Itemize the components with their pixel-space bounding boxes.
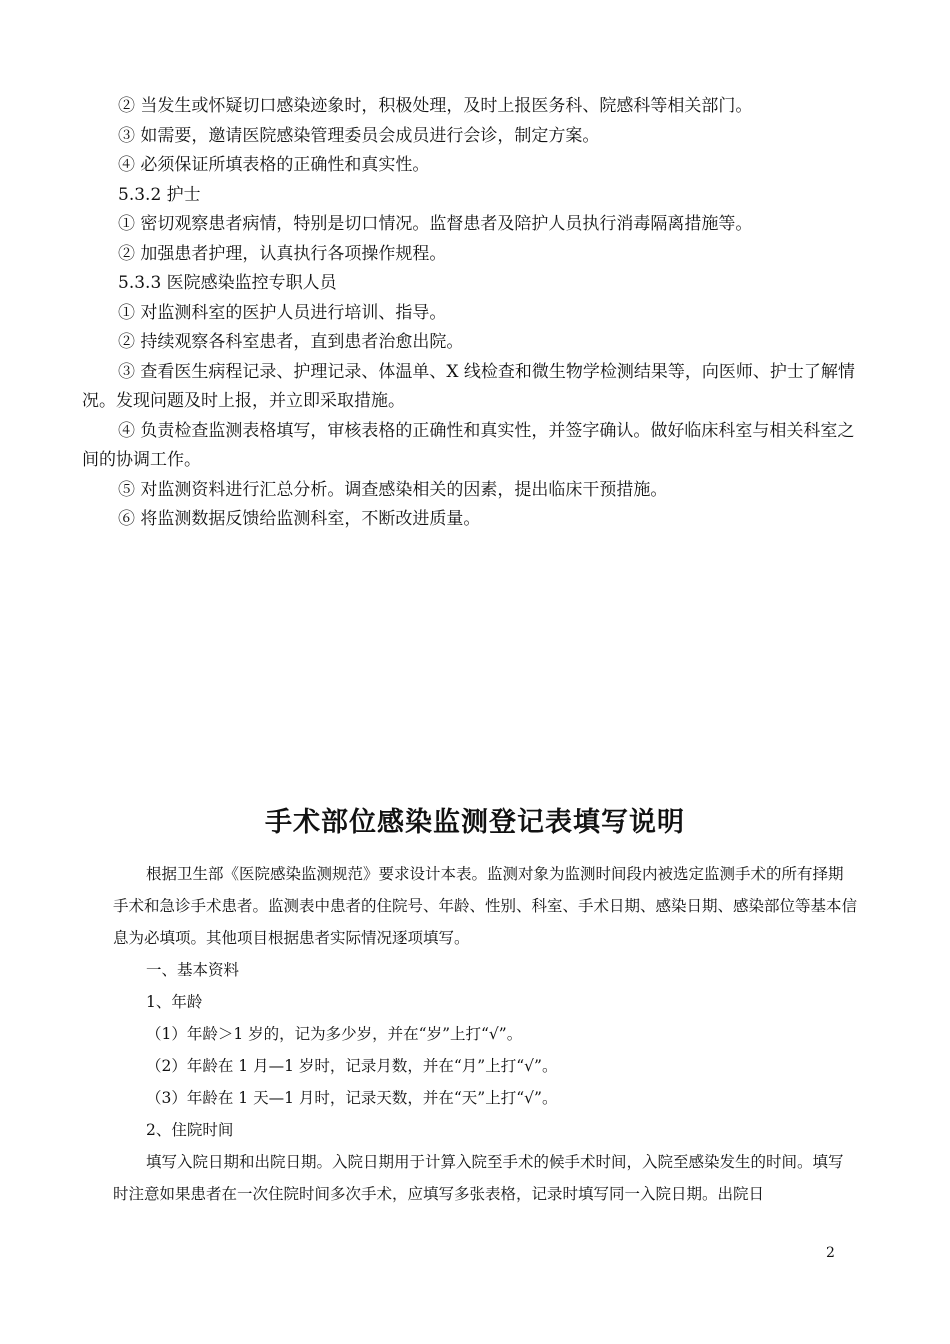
paragraph: （3）年龄在 1 天—1 月时，记录天数，并在“天”上打“√”。 <box>146 1089 558 1107</box>
subheading-nurse: 5.3.2 护士 <box>118 184 201 205</box>
paragraph: ① 密切观察患者病情，特别是切口情况。监督患者及陪护人员执行消毒隔离措施等。 <box>118 214 753 234</box>
section-heading: 一、基本资料 <box>146 961 240 979</box>
paragraph: ③ 如需要，邀请医院感染管理委员会成员进行会诊，制定方案。 <box>118 125 600 146</box>
paragraph: 根据卫生部《医院感染监测规范》要求设计本表。监测对象为监测时间段内被选定监测手术的所有择期手术和急诊手术患者。监测表中患者的住院号、年龄、性别、科室、手术日期、感染日期、感染部位等基本信息为必填项。其他项目根据患者实际情况逐项填写。 <box>113 865 858 947</box>
page-number: 2 <box>826 1245 835 1261</box>
item-heading-stay: 2、住院时间 <box>146 1121 234 1139</box>
instructions-section <box>113 858 858 1210</box>
page-title: 手术部位感染监测登记表填写说明 <box>265 807 685 838</box>
paragraph: ② 持续观察各科室患者，直到患者治愈出院。 <box>118 332 464 352</box>
responsibilities-section <box>82 92 860 535</box>
paragraph: ③ 查看医生病程记录、护理记录、体温单、X 线检查和微生物学检测结果等，向医师、护士了解情况。发现问题及时上报，并立即采取措施。 <box>82 361 855 411</box>
paragraph: （1）年龄＞1 岁的，记为多少岁，并在“岁”上打“√”。 <box>146 1025 523 1043</box>
paragraph: ① 对监测科室的医护人员进行培训、指导。 <box>118 302 447 323</box>
paragraph: ⑤ 对监测资料进行汇总分析。调查感染相关的因素，提出临床干预措施。 <box>118 479 668 500</box>
paragraph: ② 当发生或怀疑切口感染迹象时，积极处理，及时上报医务科、院感科等相关部门。 <box>118 96 753 116</box>
paragraph: （2）年龄在 1 月—1 岁时，记录月数，并在“月”上打“√”。 <box>146 1057 558 1075</box>
paragraph: 填写入院日期和出院日期。入院日期用于计算入院至手术的候手术时间，入院至感染发生的时间。填写时注意如果患者在一次住院时间多次手术，应填写多张表格，记录时填写同一入院日期。出院日 <box>113 1153 844 1203</box>
item-heading-age: 1、年龄 <box>146 993 203 1011</box>
paragraph: ⑥ 将监测数据反馈给监测科室，不断改进质量。 <box>118 509 481 529</box>
paragraph: ② 加强患者护理，认真执行各项操作规程。 <box>118 243 447 264</box>
paragraph: ④ 负责检查监测表格填写，审核表格的正确性和真实性，并签字确认。做好临床科室与相关科室之间的协调工作。 <box>82 420 855 470</box>
paragraph: ④ 必须保证所填表格的正确性和真实性。 <box>118 155 430 175</box>
subheading-infection-control-staff: 5.3.3 医院感染监控专职人员 <box>118 273 337 293</box>
